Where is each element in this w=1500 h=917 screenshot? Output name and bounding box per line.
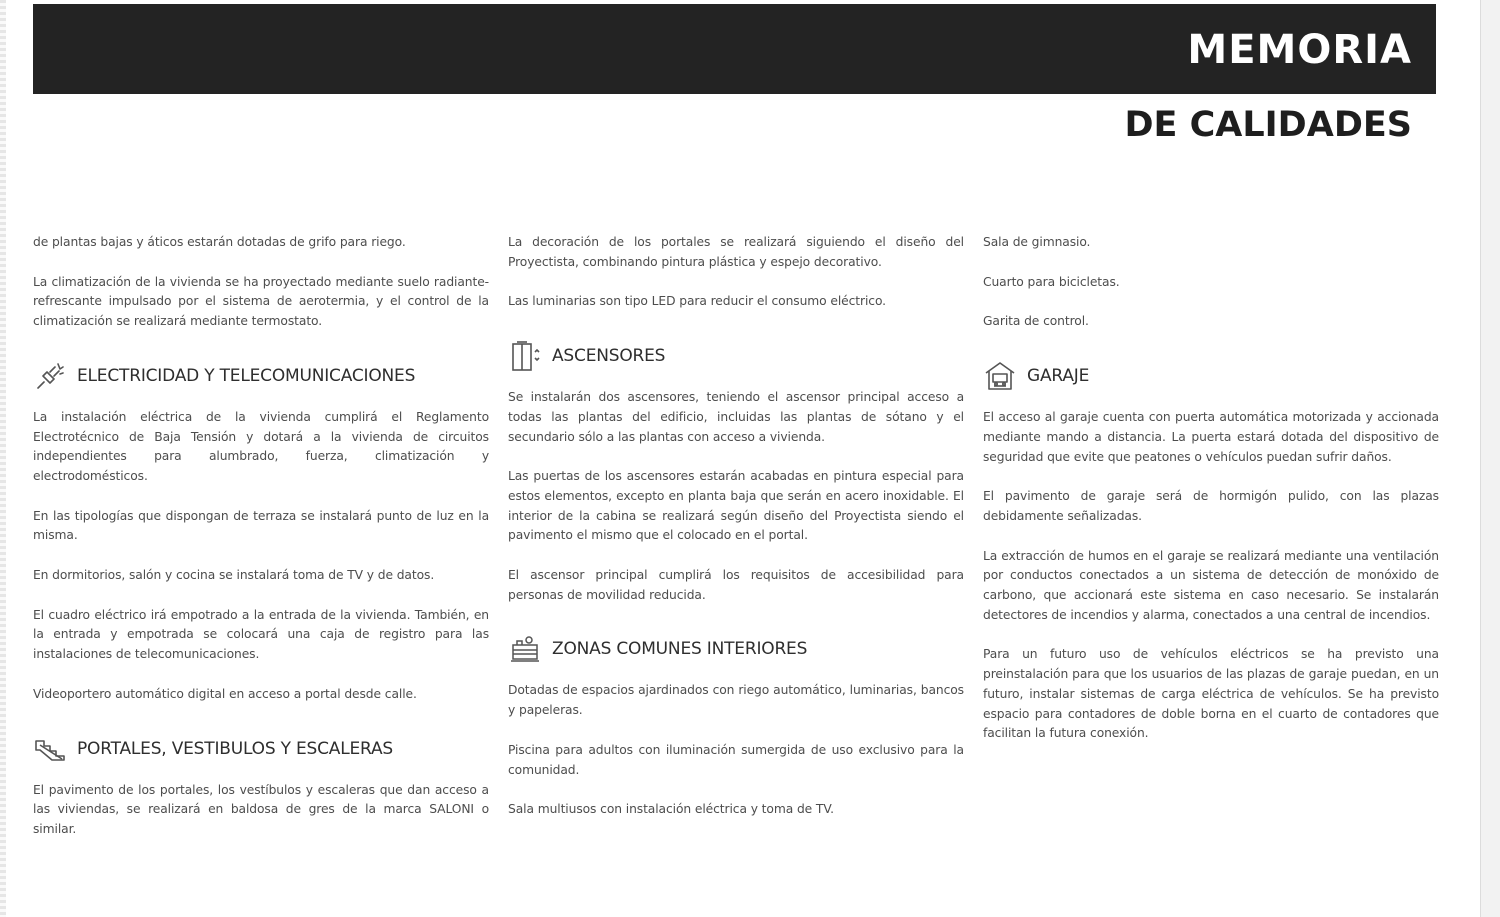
- header-bar: [33, 4, 1436, 94]
- paragraph: En las tipologías que dispongan de terraza se instalará punto de luz en la misma.: [33, 508, 489, 543]
- section-title: PORTALES, VESTIBULOS Y ESCALERAS: [77, 738, 393, 759]
- paragraph: El pavimento de garaje será de hormigón pulido, con las plazas debidamente señalizadas.: [983, 489, 1439, 523]
- stairs-icon: [33, 732, 67, 766]
- section-heading: [33, 358, 489, 394]
- paragraph: La extracción de humos en el garaje se realizará mediante una ventilación por conductos conectados a un sistema de detección de monóxido de carbono, que accionará este sistema en caso necesario. Se instalarán detectores de incendios y alarma, conectados a una central de incendios.: [983, 548, 1439, 622]
- paragraph: El acceso al garaje cuenta con puerta automática motorizada y accionada mediante mando a distancia. La puerta estará dotada del dispositivo de seguridad que evite que peatones o vehículos puedan sufrir daños.: [983, 410, 1439, 464]
- section-title: ASCENSORES: [552, 346, 666, 367]
- section-heading: [983, 358, 1439, 394]
- paragraph: Las puertas de los ascensores estarán acabadas en pintura especial para estos elementos, excepto en planta baja que serán en acero inoxidable. El interior de la cabina se realizará según diseño del Proyectista siendo el pavimento el mismo que el colocado en el portal.: [508, 469, 964, 543]
- section-heading: [508, 631, 964, 667]
- page-title: MEMORIA: [1187, 27, 1412, 73]
- paragraph: En dormitorios, salón y cocina se instalará toma de TV y de datos.: [33, 568, 435, 583]
- paragraph: El ascensor principal cumplirá los requisitos de accesibilidad para personas de movilidad reducida.: [508, 568, 964, 602]
- common-areas-icon: [508, 632, 542, 666]
- paragraph: La decoración de los portales se realizará siguiendo el diseño del Proyectista, combinando pintura plástica y espejo decorativo.: [508, 235, 964, 269]
- paragraph: La instalación eléctrica de la vivienda cumplirá el Reglamento Electrotécnico de Baja Tensión y dotará a la vivienda de circuitos independientes para alumbrado, fuerza, climatización y electrodomésticos.: [33, 409, 489, 483]
- garage-icon: [983, 359, 1017, 393]
- paragraph: de plantas bajas y áticos estarán dotadas de grifo para riego.: [33, 235, 406, 249]
- paragraph: Para un futuro uso de vehículos eléctricos se ha previsto una preinstalación para que los usuarios de las plazas de garaje puedan, en un futuro, instalar sistemas de carga eléctrica de vehículos. Se ha previsto espacio para contadores de doble borna en el cuarto de contadores que facilitan la futura conexión.: [983, 647, 1439, 741]
- section-heading: [508, 338, 964, 374]
- paragraph: El cuadro eléctrico irá empotrado a la entrada de la vivienda. También, en la entrada y empotrada se colocará una caja de registro para las instalaciones de telecomunicaciones.: [33, 607, 489, 662]
- paragraph: Sala multiusos con instalación eléctrica y toma de TV.: [508, 802, 834, 817]
- section-heading: [33, 731, 489, 767]
- paragraph: Piscina para adultos con iluminación sumergida de uso exclusivo para la comunidad.: [508, 742, 964, 777]
- text-column-3: [983, 233, 1439, 764]
- text-column-2: [508, 233, 964, 840]
- page-subtitle: DE CALIDADES: [1124, 105, 1412, 145]
- paragraph: Las luminarias son tipo LED para reducir el consumo eléctrico.: [508, 294, 886, 309]
- left-page-edge: [0, 0, 6, 917]
- section-title: GARAJE: [1027, 366, 1090, 387]
- text-column-1: [33, 233, 489, 860]
- paragraph: El pavimento de los portales, los vestíbulos y escaleras que dan acceso a las viviendas, se realizará en baldosa de gres de la marca SALONI o similar.: [33, 782, 489, 836]
- elevator-icon: [508, 339, 542, 373]
- paragraph: Cuarto para bicicletas.: [983, 274, 1120, 289]
- paragraph: Videoportero automático digital en acceso a portal desde calle.: [33, 686, 417, 701]
- section-title: ZONAS COMUNES INTERIORES: [552, 639, 808, 660]
- paragraph: Garita de control.: [983, 314, 1089, 329]
- paragraph: Sala de gimnasio.: [983, 235, 1091, 249]
- paragraph: Se instalarán dos ascensores, teniendo el ascensor principal acceso a todas las plantas del edificio, incluidas las plantas de sótano y el secundario sólo a las plantas con acceso a vivienda.: [508, 390, 964, 444]
- section-title: ELECTRICIDAD Y TELECOMUNICACIONES: [77, 365, 416, 386]
- paragraph: La climatización de la vivienda se ha proyectado mediante suelo radiante-refrescante impulsado por el sistema de aerotermia, y el control de la climatización se realizará mediante termostato.: [33, 274, 489, 329]
- paragraph: Dotadas de espacios ajardinados con riego automático, luminarias, bancos y papeleras.: [508, 683, 964, 718]
- electric-plug-icon: [33, 359, 67, 393]
- right-page-edge: [1480, 0, 1500, 917]
